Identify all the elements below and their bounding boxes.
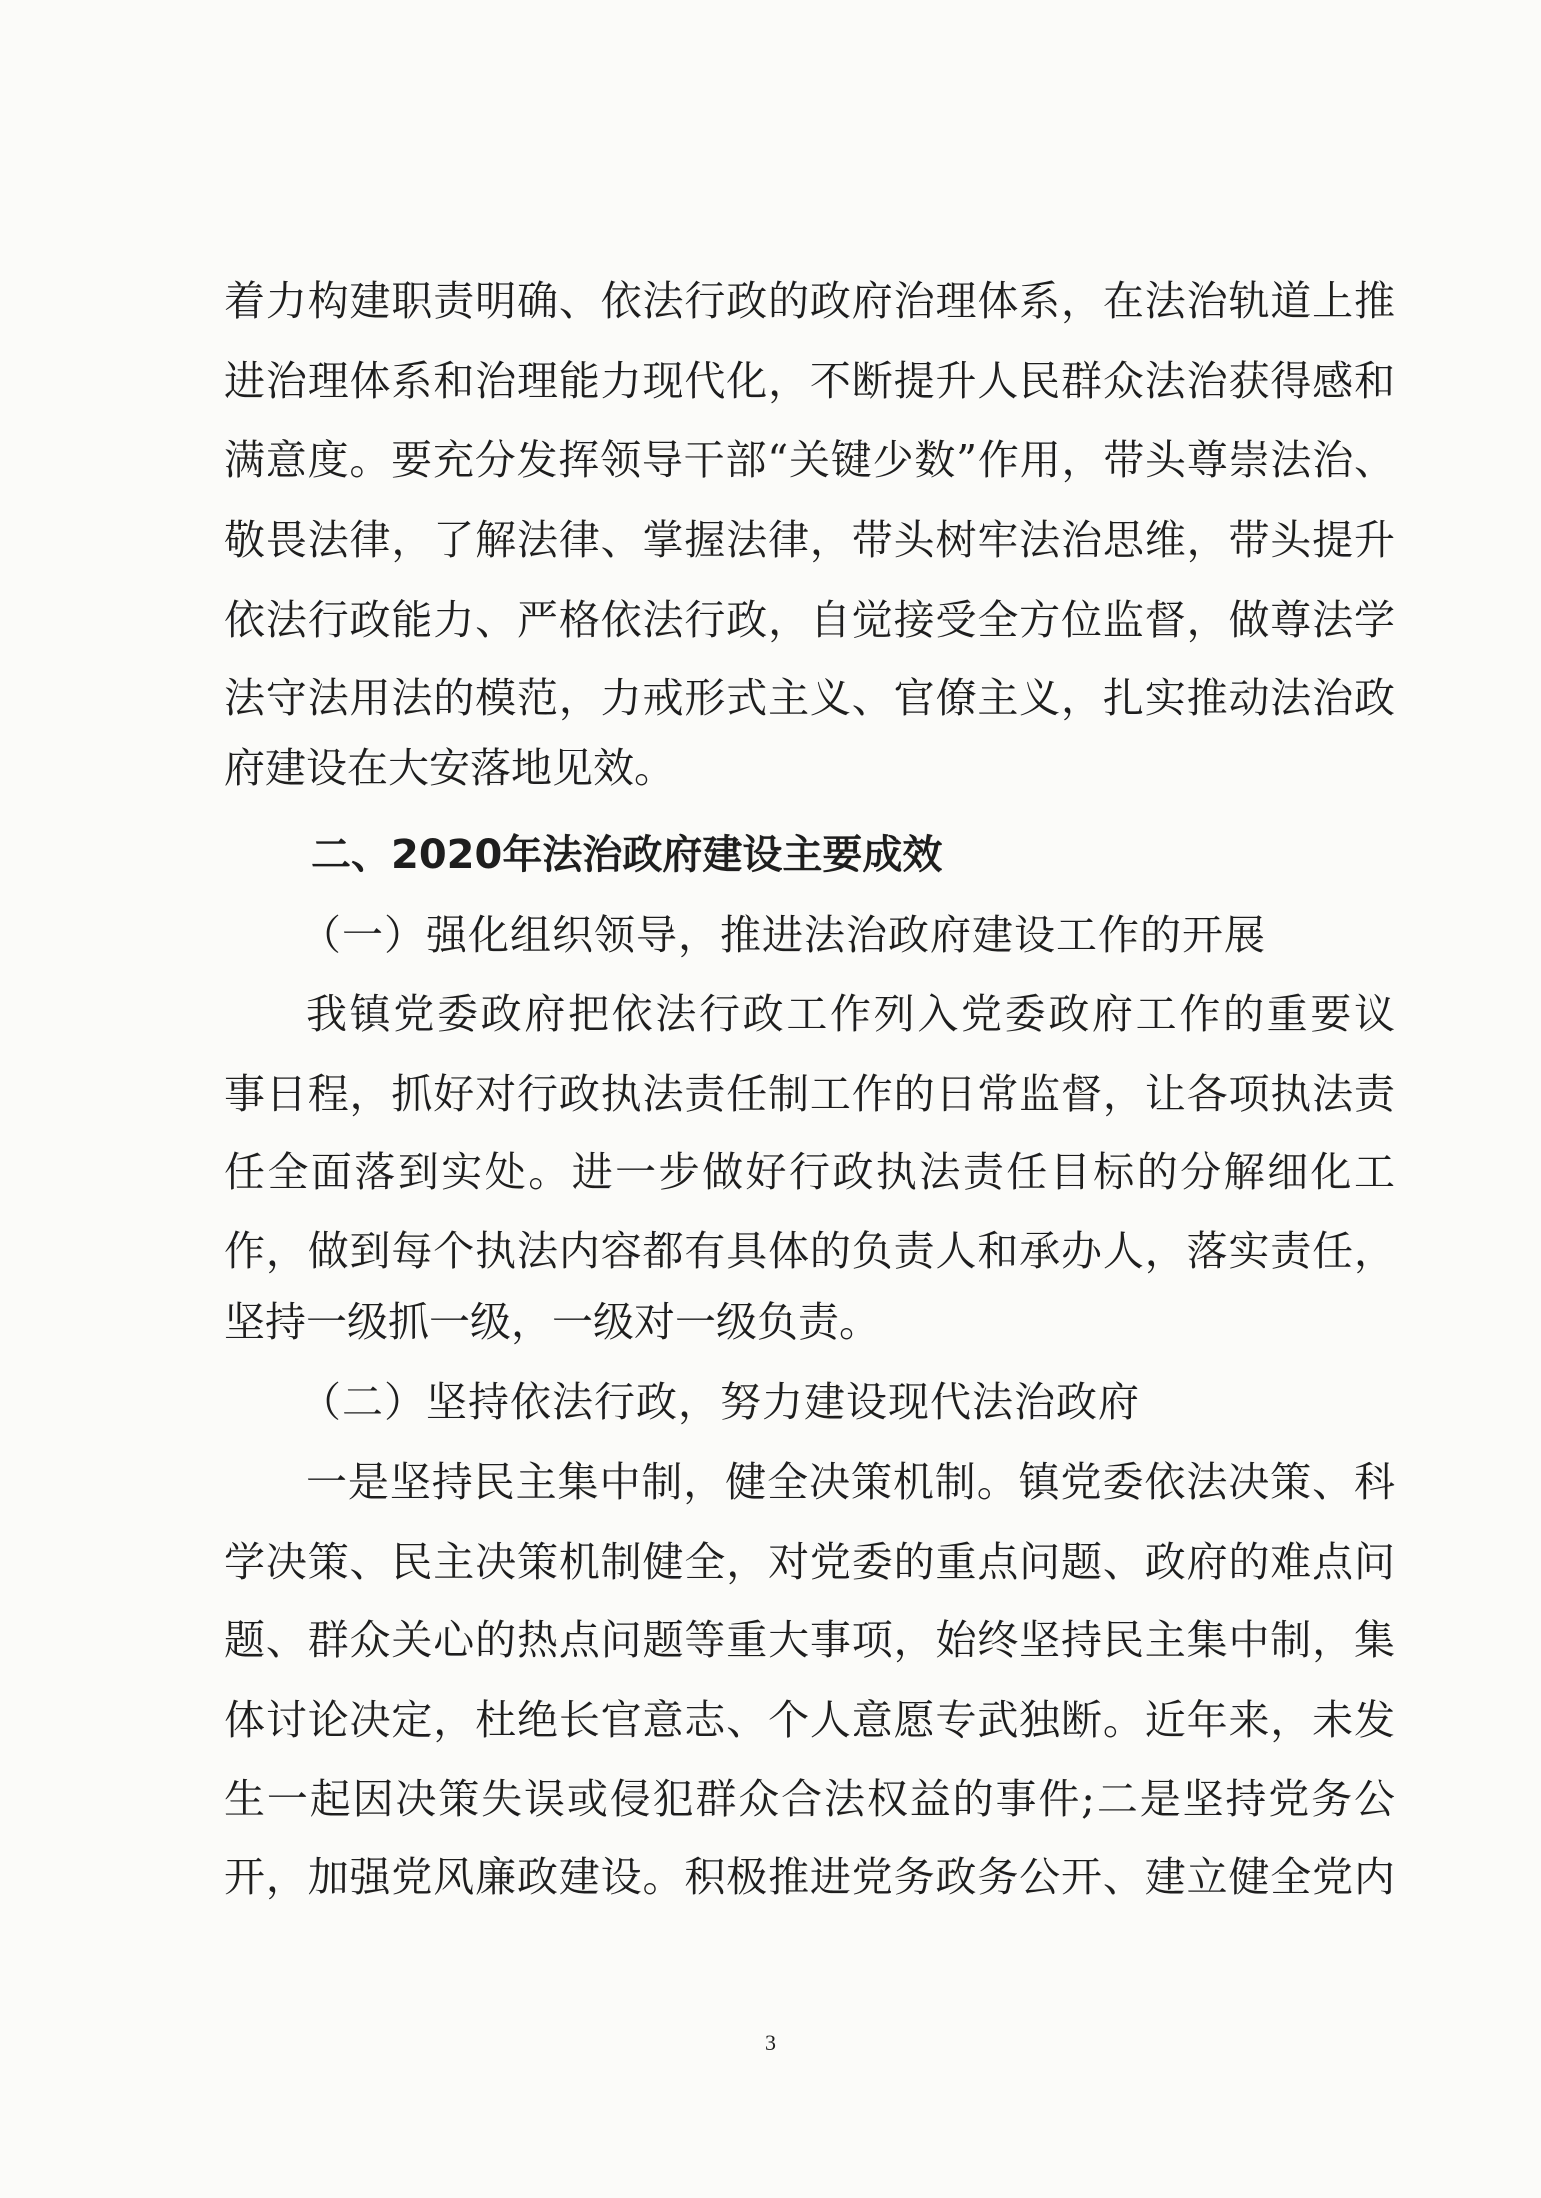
paragraph-line: 府建设在大安落地见效。: [224, 744, 675, 792]
paragraph-line: 依法行政能力、严格依法行政，自觉接受全方位监督，做尊法学: [224, 596, 1395, 644]
paragraph-line: 我镇党委政府把依法行政工作列入党委政府工作的重要议: [306, 990, 1395, 1038]
page-number: 3: [765, 2030, 776, 2055]
paragraph-line: 坚持一级抓一级，一级对一级负责。: [224, 1298, 880, 1346]
paragraph-line: 敬畏法律，了解法律、掌握法律，带头树牢法治思维，带头提升: [224, 516, 1395, 564]
paragraph-line: 题、群众关心的热点问题等重大事项，始终坚持民主集中制，集: [224, 1616, 1395, 1664]
paragraph-line: 满意度。要充分发挥领导干部“关键少数”作用，带头尊崇法治、: [224, 436, 1395, 484]
paragraph-line: 体讨论决定，杜绝长官意志、个人意愿专武独断。近年来，未发: [224, 1696, 1395, 1744]
paragraph-line: 法守法用法的模范，力戒形式主义、官僚主义，扎实推动法治政: [224, 674, 1395, 722]
paragraph-line: 生一起因决策失误或侵犯群众合法权益的事件;二是坚持党务公: [224, 1775, 1395, 1823]
paragraph-line: 任全面落到实处。进一步做好行政执法责任目标的分解细化工: [224, 1148, 1395, 1196]
paragraph-line: 作，做到每个执法内容都有具体的负责人和承办人，落实责任，: [224, 1227, 1395, 1275]
paragraph-line: 进治理体系和治理能力现代化，不断提升人民群众法治获得感和: [224, 357, 1395, 405]
subsection-title: （一）强化组织领导，推进法治政府建设工作的开展: [300, 911, 1266, 959]
paragraph-line: 事日程，抓好对行政执法责任制工作的日常监督，让各项执法责: [224, 1070, 1395, 1118]
paragraph-line: 着力构建职责明确、依法行政的政府治理体系，在法治轨道上推: [224, 277, 1395, 325]
section-heading: 二、2020年法治政府建设主要成效: [311, 832, 943, 878]
paragraph-line: 开，加强党风廉政建设。积极推进党务政务公开、建立健全党内: [224, 1853, 1395, 1901]
paragraph-line: 一是坚持民主集中制，健全决策机制。镇党委依法决策、科: [306, 1458, 1395, 1506]
subsection-title: （二）坚持依法行政，努力建设现代法治政府: [300, 1378, 1140, 1426]
paragraph-line: 学决策、民主决策机制健全，对党委的重点问题、政府的难点问: [224, 1538, 1395, 1586]
